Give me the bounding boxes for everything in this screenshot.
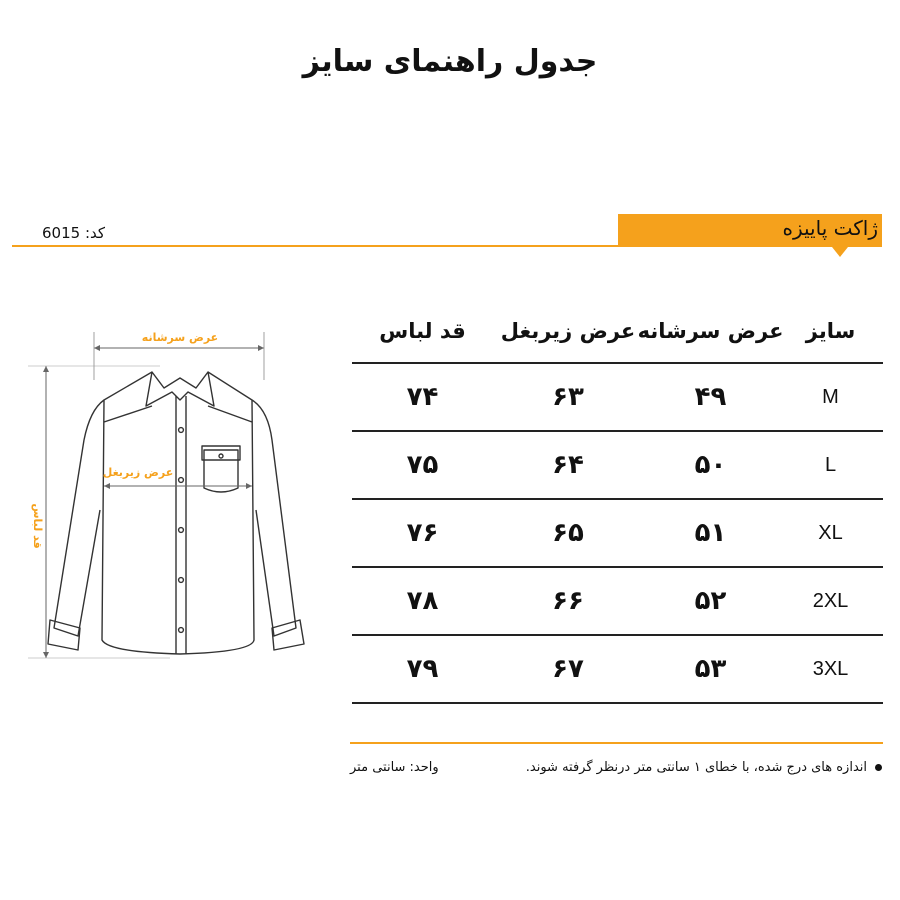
length-label: قد لباس xyxy=(31,503,44,549)
length-cell: ۷۶ xyxy=(406,518,439,548)
header-shoulder: عرض سرشانه xyxy=(637,319,784,343)
long-sleeve-shirt-icon xyxy=(48,372,304,654)
size-cell: 2XL xyxy=(812,589,849,612)
chest-measure xyxy=(104,483,252,489)
shoulder-cell: ۴۹ xyxy=(694,382,727,412)
footer-unit: واحد: سانتی متر xyxy=(350,760,439,775)
length-cell: ۷۸ xyxy=(406,586,439,616)
product-name: ژاکت پاییزه xyxy=(782,216,878,240)
header-size: سایز xyxy=(805,319,856,343)
size-cell: M xyxy=(822,385,839,408)
shoulder-cell: ۵۱ xyxy=(694,518,727,548)
footer-note-text: اندازه های درج شده، با خطای ۱ سانتی متر درنظر گرفته شوند. xyxy=(525,760,867,775)
length-cell: ۷۵ xyxy=(406,450,439,480)
table-row xyxy=(352,364,883,432)
shoulder-label: عرض سرشانه xyxy=(141,331,219,344)
footer-divider xyxy=(350,742,883,744)
header-chest: عرض زیربغل xyxy=(500,319,636,343)
chest-cell: ۶۷ xyxy=(552,654,584,684)
chest-label: عرض زیربغل xyxy=(102,466,174,479)
table-row xyxy=(352,500,883,568)
chest-cell: ۶۶ xyxy=(552,586,584,616)
product-code: کد: 6015 xyxy=(42,224,106,242)
shoulder-cell: ۵۲ xyxy=(694,586,727,616)
size-cell: XL xyxy=(818,521,843,544)
chest-cell: ۶۳ xyxy=(552,382,584,412)
table-row xyxy=(352,636,883,704)
size-cell: 3XL xyxy=(812,657,849,680)
size-table xyxy=(352,300,883,704)
shirt-diagram xyxy=(20,310,310,670)
length-cell: ۷۴ xyxy=(406,382,439,412)
shoulder-cell: ۵۳ xyxy=(694,654,727,684)
product-tab-pointer xyxy=(832,247,848,257)
chest-cell: ۶۴ xyxy=(552,450,584,480)
chest-cell: ۶۵ xyxy=(552,518,584,548)
bullet-icon xyxy=(875,764,882,771)
page-title: جدول راهنمای سایز xyxy=(302,44,598,79)
length-cell: ۷۹ xyxy=(406,654,439,684)
size-cell: L xyxy=(824,453,837,476)
table-header-row xyxy=(352,300,883,364)
shoulder-cell: ۵۰ xyxy=(694,450,727,480)
table-row xyxy=(352,568,883,636)
table-row xyxy=(352,432,883,500)
header-length: قد لباس xyxy=(379,319,466,343)
footer-note xyxy=(526,760,882,775)
